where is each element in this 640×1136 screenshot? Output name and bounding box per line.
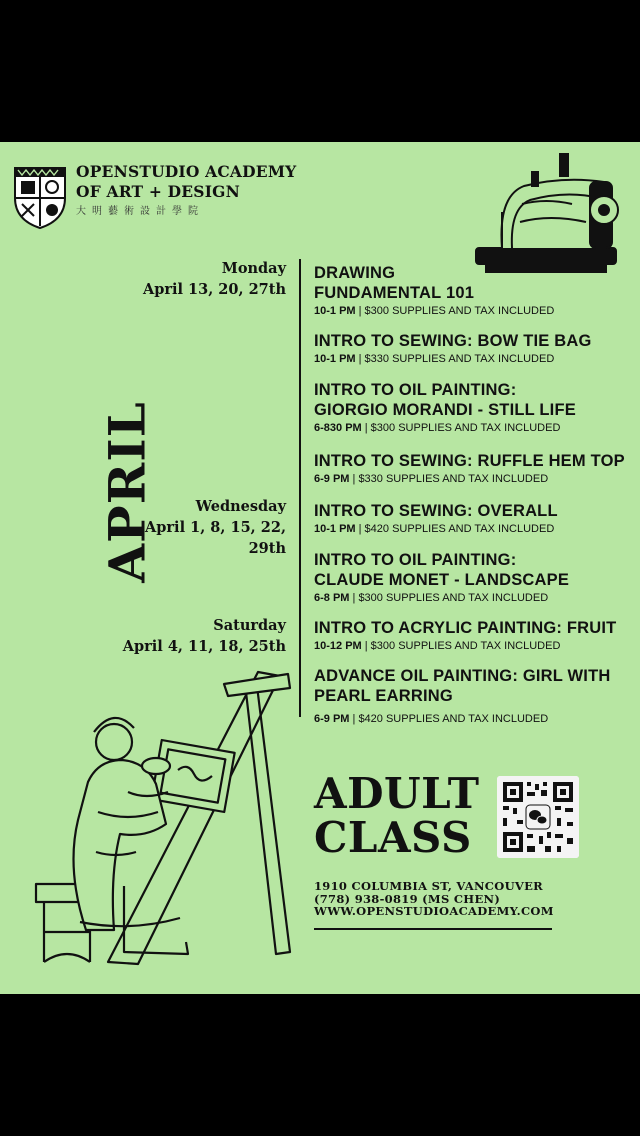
day-dates: April 13, 20, 27th [142,281,286,298]
month-title [72,402,182,582]
class-title: FUNDAMENTAL 101 [314,284,475,302]
day-name: Saturday [213,617,286,634]
academy-name-line1: OPENSTUDIO ACADEMY [76,162,297,181]
headline-line2: CLASS [314,813,472,862]
class-info [314,522,632,536]
academy-name-line2: OF ART + DESIGN [76,182,240,201]
class-time: 6-830 PM [314,422,362,434]
class-details: | $300 SUPPLIES AND TAX INCLUDED [361,422,561,434]
day-name: Monday [221,260,286,277]
class-title: INTRO TO ACRYLIC PAINTING: FRUIT [314,619,617,637]
class-time: 10-1 PM [314,305,356,317]
class-item [314,666,632,726]
class-time: 10-1 PM [314,523,356,535]
academy-crest-icon [12,160,68,230]
column-divider [299,259,301,717]
class-item [314,380,632,435]
class-title: INTRO TO SEWING: BOW TIE BAG [314,332,592,350]
class-title: ADVANCE OIL PAINTING: GIRL WITH [314,667,611,685]
painter-at-easel-icon [28,662,298,972]
class-info [314,639,632,653]
class-item [314,451,632,486]
class-title: GIORGIO MORANDI - STILL LIFE [314,401,576,419]
class-info [314,421,632,435]
class-details: | $300 SUPPLIES AND TAX INCLUDED [355,305,555,317]
contact-address: 1910 COLUMBIA ST, VANCOUVER [314,879,544,893]
class-info [314,591,632,605]
month-label: APRIL [97,401,157,583]
academy-chinese-name: 大明藝術設計學院 [76,206,204,217]
day-dates: April 1, 8, 15, 22, [145,519,286,536]
class-time: 6-9 PM [314,473,350,485]
class-item [314,550,632,605]
day-dates: 29th [248,540,286,557]
class-title: DRAWING [314,264,396,282]
class-title: INTRO TO SEWING: RUFFLE HEM TOP [314,452,625,470]
class-item [314,263,632,318]
headline [314,769,480,862]
contact-underline [314,928,552,930]
class-time: 10-12 PM [314,640,362,652]
contact-block [314,880,554,918]
class-info [314,304,632,318]
class-info [314,472,632,486]
class-details: | $420 SUPPLIES AND TAX INCLUDED [355,523,555,535]
qr-code-icon[interactable] [497,776,579,858]
class-details: | $330 SUPPLIES AND TAX INCLUDED [349,473,549,485]
poster [0,142,640,994]
class-item [314,331,632,366]
contact-phone[interactable]: (778) 938-0819 (MS CHEN) [314,891,501,906]
day-dates: April 4, 11, 18, 25th [122,638,286,655]
schedule-monday [143,258,286,300]
class-title: INTRO TO SEWING: OVERALL [314,502,558,520]
schedule-saturday [123,615,286,657]
headline-line1: ADULT [314,769,480,818]
class-item [314,618,632,653]
class-title: PEARL EARRING [314,687,453,705]
class-title: INTRO TO OIL PAINTING: [314,551,517,569]
class-info [314,712,632,726]
class-details: | $300 SUPPLIES AND TAX INCLUDED [361,640,561,652]
academy-name [76,162,296,202]
class-title: INTRO TO OIL PAINTING: [314,381,517,399]
class-details: | $420 SUPPLIES AND TAX INCLUDED [349,713,549,725]
class-details: | $300 SUPPLIES AND TAX INCLUDED [349,592,549,604]
class-time: 6-9 PM [314,713,350,725]
class-item [314,501,632,536]
class-time: 10-1 PM [314,353,356,365]
class-time: 6-8 PM [314,592,350,604]
contact-website[interactable]: WWW.OPENSTUDIOACADEMY.COM [314,904,554,918]
day-name: Wednesday [195,498,286,515]
class-info [314,352,632,366]
class-title: CLAUDE MONET - LANDSCAPE [314,571,570,589]
class-details: | $330 SUPPLIES AND TAX INCLUDED [355,353,555,365]
